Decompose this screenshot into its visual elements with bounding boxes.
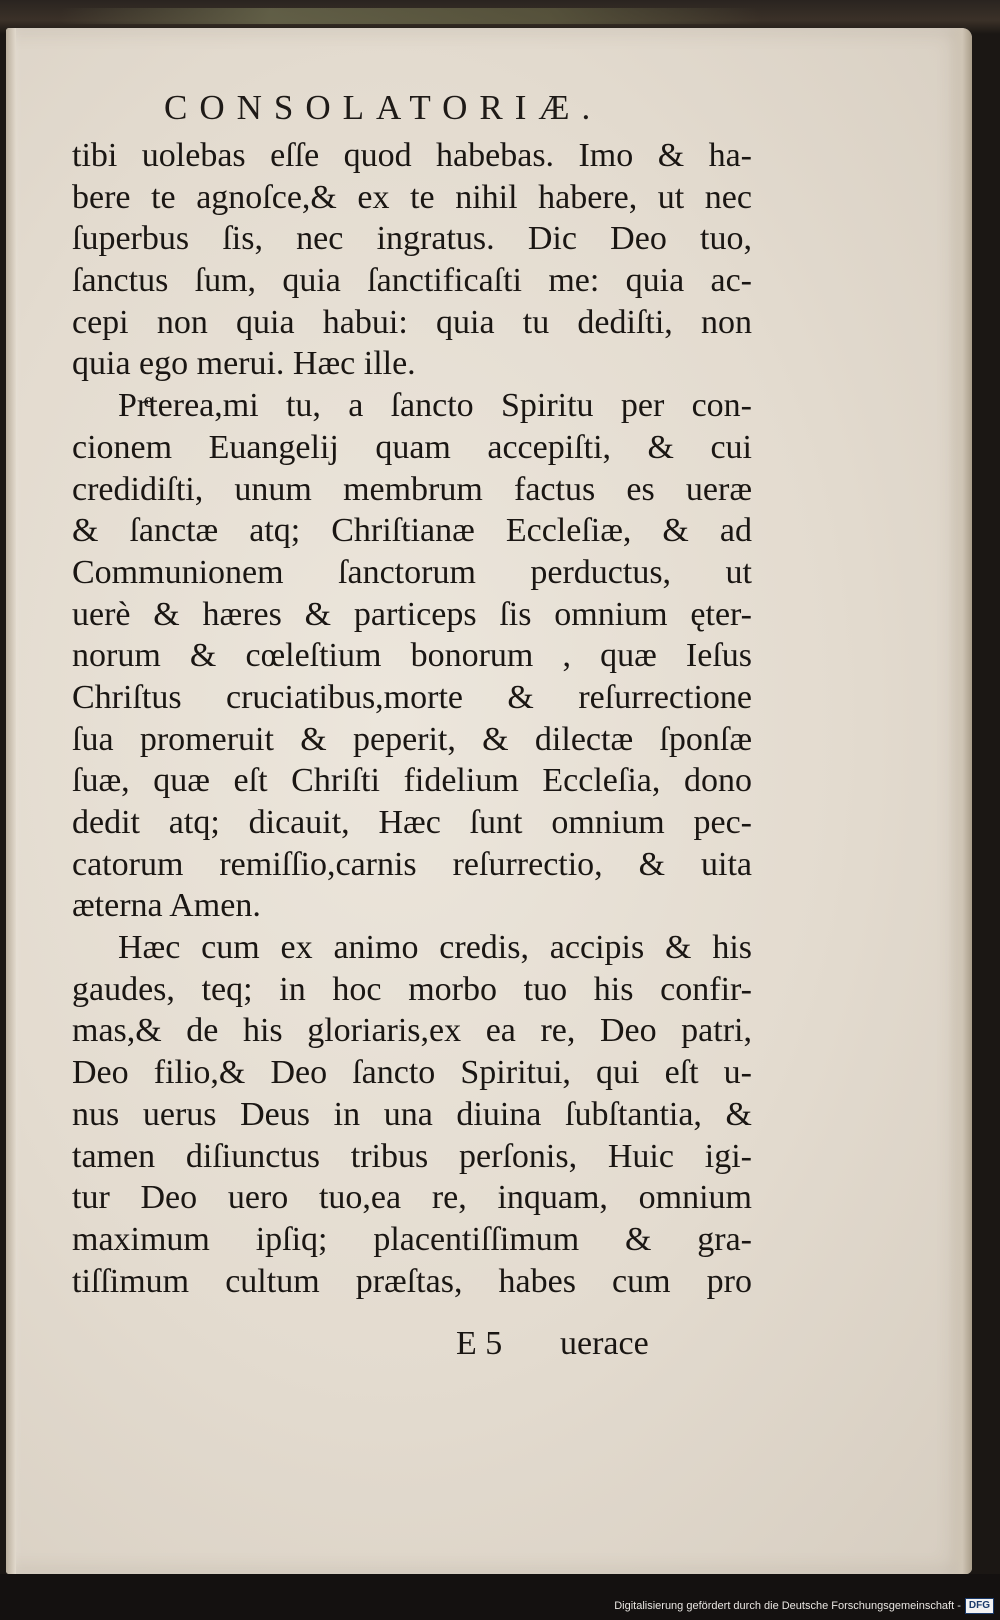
page-right-edge bbox=[948, 28, 972, 1574]
footer-credit-text: Digitalisierung gefördert durch die Deutsche Forschungsgemeinschaft - bbox=[614, 1600, 961, 1612]
text-line: Communionem ſanctorum perductus, ut bbox=[72, 553, 752, 591]
running-head: CONSOLATORIÆ. bbox=[164, 88, 603, 127]
text-line: & ſanctæ atq; Chriſtianæ Eccleſiæ, & ad bbox=[72, 512, 752, 550]
text-line: maximum ipſiq; placentiſſimum & gra- bbox=[72, 1220, 752, 1258]
text-line: æterna Amen. bbox=[72, 887, 261, 925]
text-line: tamen diſiunctus tribus perſonis, Huic igi- bbox=[72, 1137, 752, 1175]
text-line: Chriſtus cruciatibus,morte & reſurrectione bbox=[72, 678, 752, 716]
footer-credit bbox=[614, 1596, 994, 1616]
text-line: credidiſti, unum membrum factus es ueræ bbox=[72, 470, 752, 508]
body-text bbox=[72, 135, 752, 1302]
text-line: dedit atq; dicauit, Hæc ſunt omnium pec- bbox=[72, 804, 752, 841]
catchword: uerace bbox=[560, 1325, 649, 1362]
text-line: cionem Euangelij quam accepiſti, & cui bbox=[72, 428, 752, 466]
text-line: bere te agnoſce,& ex te nihil habere, ut nec bbox=[72, 178, 752, 216]
text-line: catorum remiſſio,carnis reſurrectio, & uita bbox=[72, 845, 752, 883]
gilt-edge bbox=[60, 8, 760, 24]
signature-mark: E 5 bbox=[456, 1325, 503, 1362]
text-line: Deo filio,& Deo ſancto Spiritui, qui eſt u- bbox=[72, 1054, 752, 1092]
text-line: Hæc cum ex animo credis, accipis & his bbox=[118, 929, 752, 967]
text-line: mas,& de his gloriaris,ex ea re, Deo patri, bbox=[72, 1012, 752, 1050]
text-line: nus uerus Deus in una diuina ſubſtantia, & bbox=[72, 1095, 752, 1133]
text-line: quia ego merui. Hæc ille. bbox=[72, 345, 416, 383]
text-line: norum & cœleſtium bonorum , quæ Ieſus bbox=[72, 637, 752, 675]
text-line: ſuæ, quæ eſt Chriſti fidelium Eccleſia, dono bbox=[72, 762, 752, 800]
text-line: ſanctus ſum, quia ſanctificaſti me: quia ac- bbox=[72, 262, 752, 300]
text-line: ſua promeruit & peperit, & dilectæ ſponſæ bbox=[72, 720, 752, 758]
text-line: tiſſimum cultum præſtas, habes cum pro bbox=[72, 1262, 752, 1300]
page-left-edge bbox=[6, 28, 16, 1574]
text-line: gaudes, teq; in hoc morbo tuo his confir- bbox=[72, 970, 752, 1008]
text-line: Prͤterea,mi tu, a ſancto Spiritu per con- bbox=[118, 387, 752, 425]
dfg-logo[interactable]: DFG bbox=[965, 1598, 994, 1614]
text-line: cepi non quia habui: quia tu dediſti, non bbox=[72, 303, 752, 341]
signature-line bbox=[456, 1325, 756, 1363]
text-line: ſuperbus ſis, nec ingratus. Dic Deo tuo, bbox=[72, 220, 752, 258]
text-line: tibi uolebas eſſe quod habebas. Imo & ha- bbox=[72, 137, 752, 174]
text-line: tur Deo uero tuo,ea re, inquam, omnium bbox=[72, 1179, 752, 1217]
text-line: uerè & hæres & particeps ſis omnium ęter- bbox=[72, 595, 752, 633]
